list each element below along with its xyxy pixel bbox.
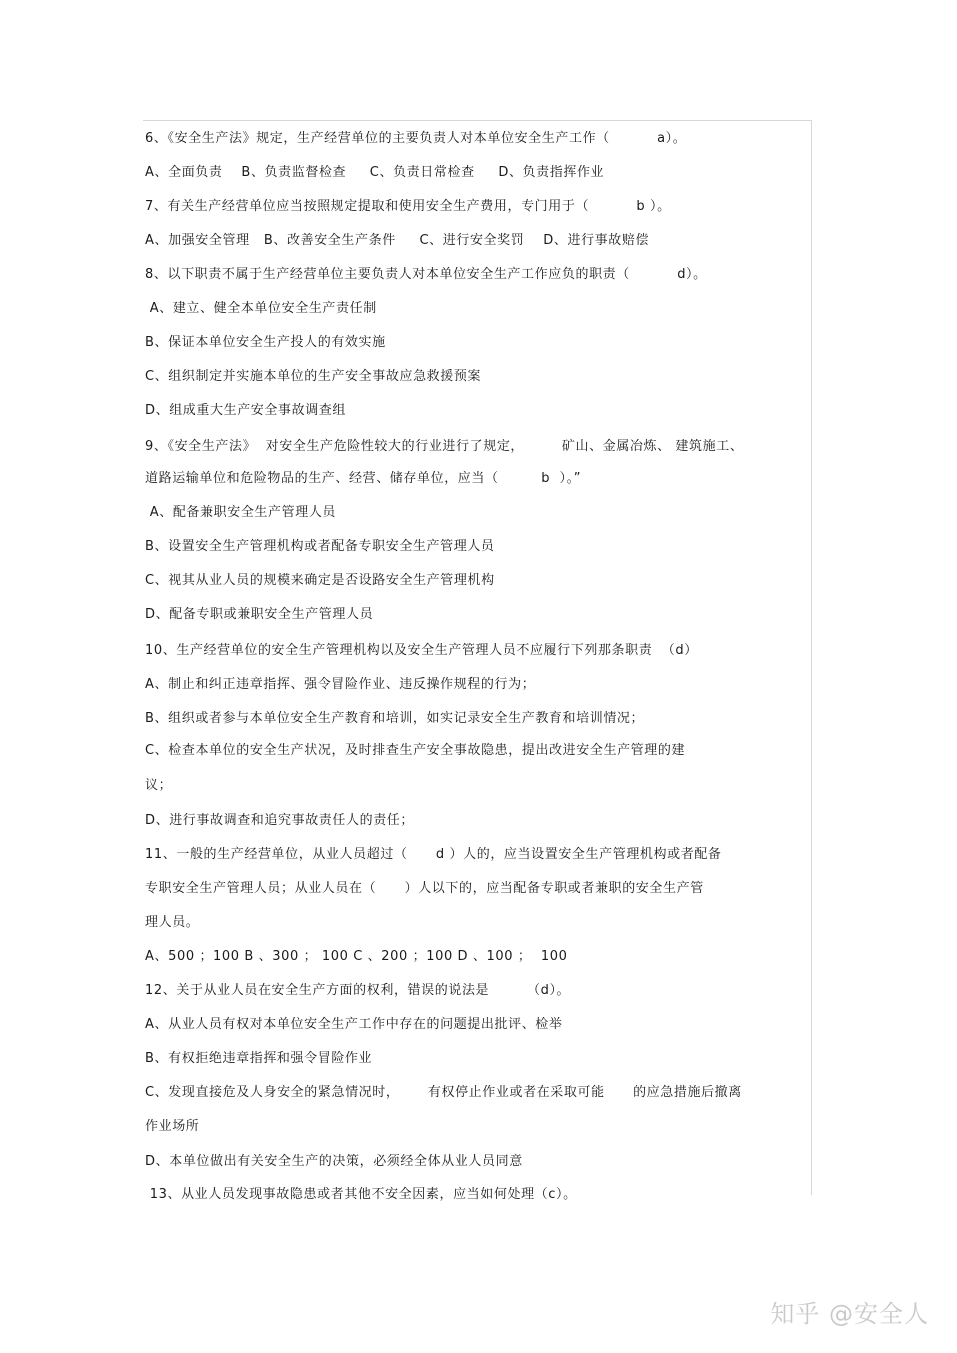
question-11: 11、一般的生产经营单位，从业人员超过（ d ）人的，应当设置安全生产管理机构或者配备 (145, 847, 722, 862)
question-7-options: A、加强安全管理 B、改善安全生产条件 C、进行安全奖罚 D、进行事故赔偿 (145, 233, 650, 248)
question-10-option-a: A、制止和纠正违章指挥、强令冒险作业、违反操作规程的行为； (145, 677, 536, 692)
question-12-option-b: B、有权拒绝违章指挥和强令冒险作业 (145, 1051, 373, 1066)
question-6: 6、《安全生产法》规定，生产经营单位的主要负责人对本单位安全生产工作（ a）。 (145, 131, 687, 146)
question-9-option-a: A、配备兼职安全生产管理人员 (145, 505, 337, 520)
question-13: 13、从业人员发现事故隐患或者其他不安全因素，应当如何处理（c）。 (145, 1187, 577, 1202)
question-12-option-c: C、发现直接危及人身安全的紧急情况时， 有权停止作业或者在采取可能 的应急措施后撤离 (145, 1085, 742, 1100)
question-10-option-d: D、进行事故调查和追究事故责任人的责任； (145, 813, 415, 828)
question-12: 12、关于从业人员在安全生产方面的权利，错误的说法是 （d）。 (145, 983, 571, 998)
question-9-option-d: D、配备专职或兼职安全生产管理人员 (145, 607, 374, 622)
question-8-option-c: C、组织制定并实施本单位的生产安全事故应急救援预案 (145, 369, 482, 384)
question-9-cont: 道路运输单位和危险物品的生产、经营、储存单位，应当（ b ）。” (145, 471, 582, 486)
question-8-option-d: D、组成重大生产安全事故调查组 (145, 403, 347, 418)
question-7: 7、有关生产经营单位应当按照规定提取和使用安全生产费用，专门用于（ b ）。 (145, 199, 671, 214)
question-10-option-c: C、检查本单位的安全生产状况，及时排查生产安全事故隐患，提出改进安全生产管理的建 (145, 743, 686, 758)
question-6-options: A、全面负责 B、负责监督检查 C、负责日常检查 D、负责指挥作业 (145, 165, 605, 180)
question-11-cont-2: 理人员。 (145, 915, 200, 930)
question-8: 8、以下职责不属于生产经营单位主要负责人对本单位安全生产工作应负的职责（ d）。 (145, 267, 707, 282)
question-9-option-b: B、设置安全生产管理机构或者配备专职安全生产管理人员 (145, 539, 495, 554)
question-10: 10、生产经营单位的安全生产管理机构以及安全生产管理人员不应履行下列那条职责 （d） (145, 643, 698, 658)
question-10-option-c-cont: 议； (145, 778, 173, 793)
question-12-option-a: A、从业人员有权对本单位安全生产工作中存在的问题提出批评、检举 (145, 1017, 563, 1032)
zhihu-watermark: 知乎 @安全人 (770, 1300, 929, 1328)
question-8-option-b: B、保证本单位安全生产投人的有效实施 (145, 335, 386, 350)
question-11-options: A、500 ；100 B 、300 ； 100 C 、200 ；100 D 、100 ； 100 (145, 949, 568, 964)
question-10-option-b: B、组织或者参与本单位安全生产教育和培训，如实记录安全生产教育和培训情况； (145, 711, 645, 726)
question-11-cont: 专职安全生产管理人员；从业人员在（ ）人以下的，应当配备专职或者兼职的安全生产管 (145, 881, 704, 896)
question-9-option-c: C、视其从业人员的规模来确定是否设路安全生产管理机构 (145, 573, 495, 588)
question-12-option-d: D、本单位做出有关安全生产的决策，必须经全体从业人员同意 (145, 1154, 523, 1169)
question-8-option-a: A、建立、健全本单位安全生产责任制 (145, 301, 377, 316)
question-9: 9、《安全生产法》 对安全生产危险性较大的行业进行了规定， 矿山、金属冶炼、 建筑施工、 (145, 439, 744, 454)
question-12-option-c-cont: 作业场所 (145, 1119, 200, 1134)
